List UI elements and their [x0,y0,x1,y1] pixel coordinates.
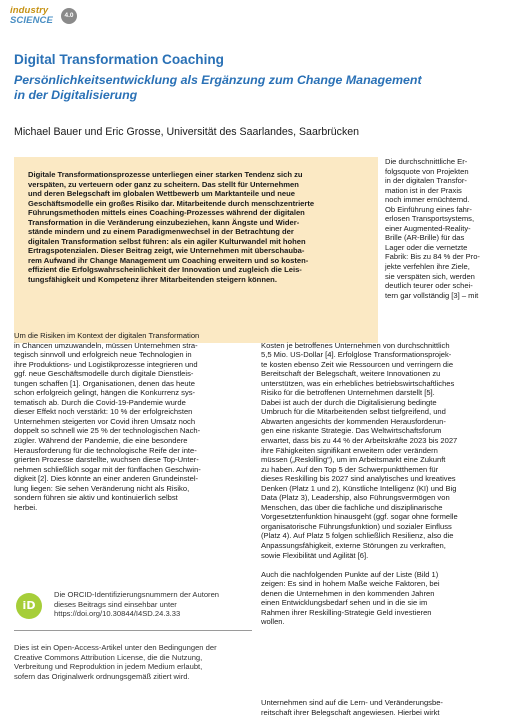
body-column-left: Um die Risiken im Kontext der digitalen Transformation in Chancen umzuwandeln, müssen Unternehmen stra- tegisch sinnvoll und erfolgreich neue Technologien in ihre Produktions- und Logistikprozesse integrieren und ggf. neue Geschäftsmodelle durch digitale Dienstleis- tungen schaffen [1]. Organisationen, denen das heute schon erfolgreich gelingt, hängen die Konkurrenz sys- tematisch ab. Durch die Covid-19-Pandemie wurde dieser Effekt noch verstärkt: 10 % der erfolgreichsten Unternehmen steigerten vor Covid ihren Umsatz noch doppelt so schnell wie 25 % der technologischen Nach- zügler. Während der Pandemie, die eine besondere Herausforderung für die technologische Reife der inte- grierten Prozesse darstellte, wuchsen diese Top-Unter- nehmen schließlich sogar mit der fünffachen Geschwin- digkeit [2]. Dies könnte an einer anderen Grundeinstel- lung liegen: Sie sehen Veränderung nicht als Risiko, sondern führen sie aktiv und kontinuierlich selbst herbei. [14,331,201,512]
article-subtitle-text: Persönlichkeitsentwicklung als Ergänzung zum Change Management in der Digitalisierung [14,73,422,103]
orcid-notice [14,586,254,632]
body-column-right [261,331,504,717]
orcid-icon: iD [16,593,42,619]
open-access-notice: Dies ist ein Open-Access-Artikel unter den Bedingungen der Creative Commons Attribution License, die die Nutzung, Verbreitung und Reproduktion in jedem Medium erlaubt, sofern das Originalwerk ordnungsgemäß zitiert wird. [14,643,217,681]
abstract-box: Digitale Transformationsprozesse unterliegen einer starken Tendenz sich zu verspäten, zu verteuern oder ganz zu scheitern. Das stellt für Unternehmen und deren Belegschaft im globalen Wettbewerb um Marktanteile und neue Geschäftsmodelle ein großes Risiko dar. Mitarbeitende durch menschzentrierte Führungsmethoden mittels eines Coaching-Prozesses während der digitalen Transformation in die Veränderung einzubeziehen, kann Ängste und Wider- stände mindern und zu einem Paradigmenwechsel in der Betrachtung der digitalen Transformation selbst führen: als ein agiler Kulturwandel mit hohen Ertragspotenzialen. Dieser Beitrag zeigt, wie Unternehmen mit überschauba- rem Aufwand ihr Change Management um Coaching erweitern und so kosten- effizient die Erfolgswahrscheinlichkeit der Innovation und zugleich die Leis- tungsfähigkeit und Kompetenz ihrer Mitarbeitenden steigern können. [14,157,378,343]
body-right-top-column: Die durchschnittliche Er- folgsquote von Projekten in der digitalen Transfor- mation ist in der Praxis noch immer ernüchternd. Ob Einführung eines fahr- erlosen Transportsystems, einer Augmented-Reality- Brille (AR-Brille) für das Lager oder die vernetzte Fabrik: Bis zu 84 % der Pro- jekte verfehlen ihre Ziele, sie verspäten sich, werden deutlich teurer oder schei- tern gar vollständig [3] – mit [385,157,480,300]
logo-word-science: SCIENCE [10,15,53,26]
article-authors: Michael Bauer und Eric Grosse, Universität des Saarlandes, Saarbrücken [14,126,360,138]
orcid-text: Die ORCID-Identifizierungsnummern der Autoren dieses Beitrags sind einsehbar unter https://doi.org/10.30844/I4SD.24.3.33 [54,590,220,619]
journal-logo [10,6,80,28]
logo-version-badge: 4.0 [61,8,77,24]
body-column-right-text: Kosten je betroffenes Unternehmen von durchschnittlich 5,5 Mio. US-Dollar [4]. Erfolglose Transformationsprojek- te kosten ebenso Zeit wie Ressourcen und verringern die Bereitschaft der Belegschaft, weitere Innovationen zu unterstützen, was ein erhebliches betriebswirtschaftliches Risiko für die betroffenen Unternehmen darstellt [5]. Dabei ist auch der durch die Digitalisierung bedingte Umbruch für die Mitarbeitenden selbst tiefgreifend, und Abwarten angesichts der kommenden Herausforderun- gen eine riskante Strategie. Das Weltwirtschaftsforum erwartet, dass bis zu 44 % der Arbeitskräfte 2023 bis 2027 ihre Fähigkeiten signifikant erweitern oder verändern müssen („Reskilling“), um im Arbeitsmarkt eine Zukunft zu haben. Auf den Top 5 der Schwerpunktthemen für dieses Reskilling bis 2027 sind analytisches und kreatives Denken (Platz 1 und 2), Künstliche Intelligenz (KI) und Big Data (Platz 3), Leadership, also Führungsvermögen von Menschen, das über die fachliche und disziplinarische Vorgesetztenfunktion hinausgeht (ggf. sogar ohne formelle organisatorische Führungsfunktion) und sozialer Einfluss (Platz 4). Auf Platz 5 folgen schließlich Resilienz, also die Anpassungsfähigkeit, externe Störungen zu verkraften, sowie Flexibilität und Agilität [6]. Auch die nachfolgenden Punkte auf der Liste (Bild 1) zeigen: Es sind in hohem Maße weiche Faktoren, bei denen die Unternehmen in den kommenden Jahren einen Entwicklungsbedarf sehen und in die sie im Rahmen ihrer Reskilling-Strategie Geld investieren wollen. [261,340,458,627]
logo-word-industry: industry [10,5,49,16]
footer-divider [14,630,252,631]
article-subtitle [14,73,454,103]
article-title: Digital Transformation Coaching [14,52,224,67]
body-column-right-bottom: Unternehmen sind auf die Lern- und Veränderungsbe- reitschaft ihrer Belegschaft angewiesen. Hierbei wirkt [261,698,443,717]
